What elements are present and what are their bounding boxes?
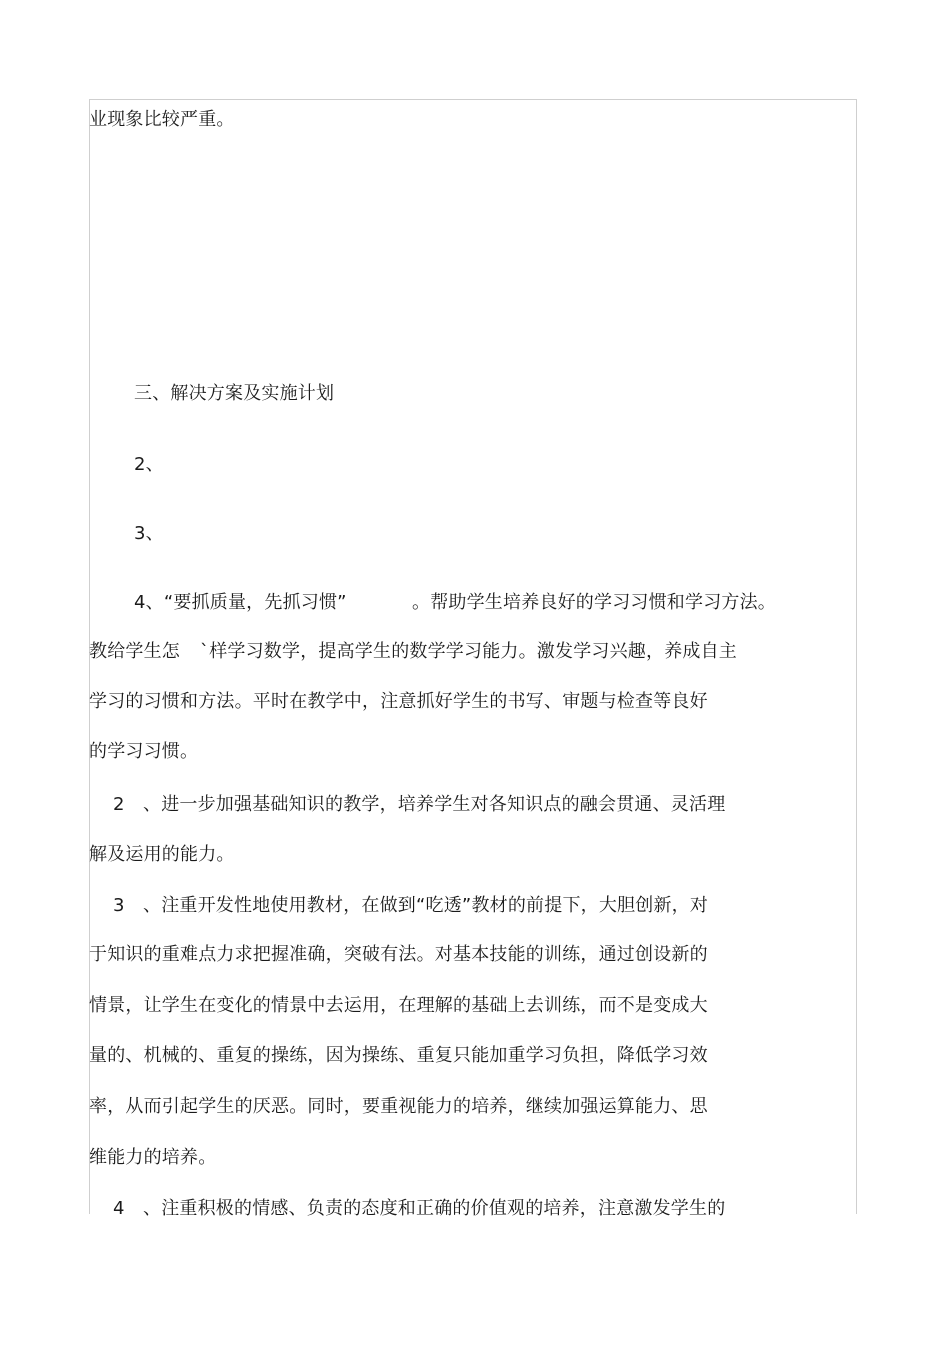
paragraph-line: 情景，让学生在变化的情景中去运用，在理解的基础上去训练，而不是变成大 [89,995,708,1016]
section-heading: 三、解决方案及实施计划 [134,383,335,404]
list-item-number: 2 [113,794,125,815]
paragraph-line: 4、“要抓质量，先抓习惯” [134,592,347,613]
paragraph-line: 率，从而引起学生的厌恶。同时，要重视能力的培养，继续加强运算能力、思 [89,1096,708,1117]
paragraph-line: 的学习习惯。 [89,741,199,762]
paragraph-line: 于知识的重难点力求把握准确，突破有法。对基本技能的训练，通过创设新的 [89,944,708,965]
paragraph-line: 、注重积极的情感、负责的态度和正确的价值观的培养，注意激发学生的 [143,1198,726,1219]
paragraph-line: 量的、机械的、重复的操练，因为操练、重复只能加重学习负担，降低学习效 [89,1045,708,1066]
paragraph-line: `样学习数学，提高学生的数学学习能力。激发学习兴趣，养成自主 [200,641,737,662]
paragraph-line: 学习的习惯和方法。平时在教学中，注意抓好学生的书写、审题与检查等良好 [89,691,708,712]
paragraph-line: 教给学生怎 [89,641,180,662]
list-item-number: 4 [113,1198,125,1219]
list-item-number: 3、 [134,523,164,544]
paragraph-continuation: 业现象比较严重。 [89,109,235,130]
list-item-number: 3 [113,895,125,916]
paragraph-line: 维能力的培养。 [89,1147,217,1168]
list-item-number: 2、 [134,454,164,475]
paragraph-line: 、进一步加强基础知识的教学，培养学生对各知识点的融会贯通、灵活理 [143,794,726,815]
paragraph-line: 解及运用的能力。 [89,844,235,865]
paragraph-line: 、注重开发性地使用教材，在做到“吃透”教材的前提下，大胆创新，对 [143,895,709,916]
paragraph-line: 。帮助学生培养良好的学习习惯和学习方法。 [412,592,776,613]
